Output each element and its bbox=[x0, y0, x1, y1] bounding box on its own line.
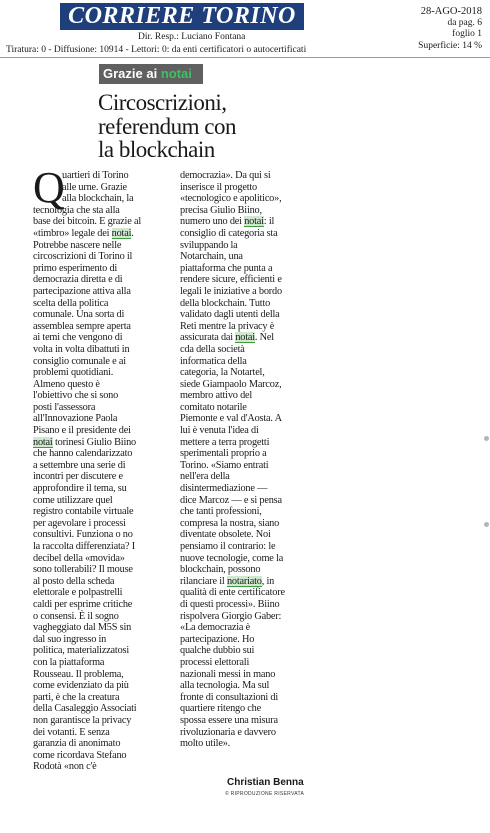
text-segment: ai temi che vengono di bbox=[33, 332, 123, 344]
article-line bbox=[33, 170, 170, 182]
text-segment: consultivi. Funziona o no bbox=[33, 529, 133, 541]
article-line bbox=[33, 645, 170, 657]
text-segment: dei votanti. E senza bbox=[33, 726, 110, 738]
text-segment: «La democrazia è bbox=[180, 622, 250, 634]
article-line bbox=[33, 425, 170, 437]
text-segment: spossa essere una misura bbox=[180, 714, 278, 726]
text-segment: dal suo ingresso in bbox=[33, 633, 107, 645]
text-segment: rivoluzionaria e davvero bbox=[180, 726, 276, 738]
article-line bbox=[180, 437, 317, 449]
article-line bbox=[33, 251, 170, 263]
text-segment: approfondire il tema, su bbox=[33, 483, 127, 495]
text-segment: partecipazione. Ho bbox=[180, 633, 255, 645]
text-segment: : il bbox=[263, 216, 275, 228]
text-segment: problemi quotidiani. bbox=[33, 367, 114, 379]
header-divider bbox=[0, 57, 490, 58]
article-line bbox=[180, 471, 317, 483]
text-segment: sperimentali proprio a bbox=[180, 448, 267, 460]
article-line bbox=[180, 367, 317, 379]
article-line bbox=[33, 611, 170, 623]
headline-line: la blockchain bbox=[98, 137, 215, 162]
article-line bbox=[33, 727, 170, 739]
text-segment: come evidenziato da più bbox=[33, 680, 129, 692]
surface-percentage: Superficie: 14 % bbox=[418, 40, 482, 51]
text-segment: dice Marcoz — e si pensa bbox=[180, 494, 282, 506]
article-line bbox=[33, 529, 170, 541]
article-line bbox=[33, 309, 170, 321]
highlighted-term: notai bbox=[244, 216, 264, 228]
text-segment: cda della società bbox=[180, 343, 245, 355]
article-line bbox=[33, 332, 170, 344]
article-line bbox=[180, 448, 317, 460]
text-segment: assicurata dai bbox=[180, 332, 236, 344]
article-line bbox=[180, 622, 317, 634]
article-column-right bbox=[180, 170, 317, 750]
text-segment: della blockchain. Tutto bbox=[180, 297, 271, 309]
article-line bbox=[180, 170, 317, 182]
text-segment: al posto della scheda bbox=[33, 575, 115, 587]
text-segment: torinesi Giulio Biino bbox=[52, 436, 137, 448]
article-line bbox=[33, 761, 170, 773]
article-line bbox=[33, 356, 170, 368]
text-segment: decibel della «movida» bbox=[33, 552, 125, 564]
article-line bbox=[33, 680, 170, 692]
text-segment: vagheggiato dal M5S sin bbox=[33, 622, 132, 634]
text-segment: uartieri di Torino bbox=[62, 170, 129, 181]
article-line bbox=[180, 564, 317, 576]
article-line bbox=[180, 425, 317, 437]
circulation-stats: Tiratura: 0 - Diffusione: 10914 - Lettori: 0: da enti certificatori o autocertificati bbox=[6, 45, 307, 55]
article-line bbox=[33, 587, 170, 599]
article-line bbox=[180, 634, 317, 646]
article-line bbox=[180, 738, 317, 750]
text-segment: l'obiettivo che si sono bbox=[33, 390, 119, 402]
article-column-left bbox=[33, 163, 170, 773]
article-line bbox=[33, 367, 170, 379]
text-segment: elettorale e polpastrelli bbox=[33, 587, 123, 599]
article-line bbox=[180, 274, 317, 286]
text-segment: alle urne. Grazie bbox=[62, 181, 127, 193]
text-segment: quartiere ritengo che bbox=[180, 703, 261, 715]
text-segment: Torino. «Siamo entrati bbox=[180, 459, 269, 471]
text-segment: democrazia». Da qui si bbox=[180, 170, 271, 181]
article-line bbox=[33, 460, 170, 472]
text-segment: informatica della bbox=[180, 355, 247, 367]
text-segment: con la piattaforma bbox=[33, 656, 105, 668]
article-line bbox=[180, 251, 317, 263]
highlighted-term: notai bbox=[111, 227, 132, 239]
text-segment: come utilizzare quel bbox=[33, 494, 113, 506]
text-segment: primo esperimento di bbox=[33, 262, 118, 274]
text-segment: o consensi. È il sogno bbox=[33, 610, 119, 622]
article-line bbox=[33, 228, 170, 240]
article-line bbox=[180, 321, 317, 333]
article-line bbox=[180, 529, 317, 541]
text-segment: precisa Giulio Biino, bbox=[180, 204, 262, 216]
article-line bbox=[33, 750, 170, 762]
author-byline: Christian Benna bbox=[227, 777, 304, 788]
article-line bbox=[180, 216, 317, 228]
article-line bbox=[33, 506, 170, 518]
text-segment: Notarchain, una bbox=[180, 251, 243, 263]
text-segment: Rousseau. Il problema, bbox=[33, 668, 124, 680]
headline-line: Circoscrizioni, bbox=[98, 90, 227, 115]
text-segment: volta in volta dibattuti in bbox=[33, 343, 130, 355]
article-line bbox=[33, 657, 170, 669]
text-segment: consiglio di categoria sta bbox=[180, 227, 278, 239]
article-line bbox=[33, 599, 170, 611]
text-segment: categoria, la Notartel, bbox=[180, 367, 265, 379]
text-segment: rilanciare il bbox=[180, 575, 227, 587]
edge-mark bbox=[484, 522, 489, 527]
article-line bbox=[180, 240, 317, 252]
article-line bbox=[33, 622, 170, 634]
text-segment: assemblea sempre aperta bbox=[33, 320, 131, 332]
article-line bbox=[33, 274, 170, 286]
text-segment: circoscrizioni di Torino il bbox=[33, 251, 133, 263]
text-segment: lui è venuta l'idea di bbox=[180, 425, 259, 437]
article-line bbox=[33, 703, 170, 715]
article-line bbox=[33, 715, 170, 727]
clipping-date: 28-AGO-2018 bbox=[420, 6, 482, 17]
article-line bbox=[33, 576, 170, 588]
article-line bbox=[33, 495, 170, 507]
text-segment: compresa la nostra, siano bbox=[180, 517, 280, 529]
article-line bbox=[33, 193, 170, 205]
text-segment: democrazia diretta e di bbox=[33, 274, 123, 286]
article-line bbox=[180, 611, 317, 623]
text-segment: comunale. Una sorta di bbox=[33, 309, 125, 321]
text-segment: caldi per esprime critiche bbox=[33, 598, 133, 610]
text-segment: di questi processi». Biino bbox=[180, 598, 280, 610]
article-line bbox=[33, 263, 170, 275]
article-line bbox=[180, 298, 317, 310]
headline-line: referendum con bbox=[98, 113, 236, 139]
article-line bbox=[180, 344, 317, 356]
article-line bbox=[180, 182, 317, 194]
article-line bbox=[33, 634, 170, 646]
text-segment: non garantisce la privacy bbox=[33, 714, 132, 726]
text-segment: registro contabile virtuale bbox=[33, 506, 134, 518]
text-segment: Piemonte e val d'Aosta. A bbox=[180, 413, 282, 425]
text-segment: Potrebbe nascere nelle bbox=[33, 239, 122, 251]
text-segment: base dei bitcoin. E grazie al bbox=[33, 216, 141, 228]
article-line bbox=[33, 471, 170, 483]
text-segment: della Casaleggio Associati bbox=[33, 703, 137, 715]
text-segment: Reti mentre la privacy è bbox=[180, 320, 275, 332]
text-segment: la raccolta differenziata? I bbox=[33, 541, 135, 552]
text-segment: posti l'assessora bbox=[33, 401, 96, 413]
article-line bbox=[33, 379, 170, 391]
article-line bbox=[33, 483, 170, 495]
text-segment: mettere a terra progetti bbox=[180, 436, 270, 448]
article-line bbox=[180, 205, 317, 217]
article-line bbox=[180, 518, 317, 530]
article-line bbox=[180, 599, 317, 611]
article-line bbox=[180, 645, 317, 657]
article-line bbox=[33, 205, 170, 217]
article-line bbox=[33, 669, 170, 681]
article-line bbox=[33, 390, 170, 402]
text-segment: validato dagli utenti della bbox=[180, 309, 280, 321]
text-segment: nuove tecnologie, come la bbox=[180, 552, 284, 564]
article-line bbox=[180, 483, 317, 495]
article-line bbox=[33, 437, 170, 449]
article-line bbox=[180, 669, 317, 681]
article-line bbox=[180, 495, 317, 507]
text-segment: alla tecnologia. Ma sul bbox=[180, 680, 270, 692]
text-segment: qualche dubbio sui bbox=[180, 645, 255, 657]
section-tag-prefix: Grazie ai bbox=[103, 66, 161, 81]
article-line bbox=[180, 286, 317, 298]
text-segment: processi elettorali bbox=[180, 656, 250, 668]
article-line bbox=[33, 298, 170, 310]
text-segment: . Nel bbox=[254, 332, 274, 344]
text-segment: diventate obsolete. Noi bbox=[180, 529, 271, 541]
text-segment: legali le iniziative a bordo bbox=[180, 285, 282, 297]
article-line bbox=[33, 286, 170, 298]
text-segment: qualità di ente certificatore bbox=[180, 587, 285, 599]
text-segment: partecipazione attiva alla bbox=[33, 285, 131, 297]
text-segment: membro attivo del bbox=[180, 390, 253, 402]
text-segment: blockchain, possono bbox=[180, 564, 261, 576]
article-line bbox=[180, 692, 317, 704]
text-segment: nazionali messi in mano bbox=[180, 668, 276, 680]
article-line bbox=[180, 576, 317, 588]
text-segment: politica, materializzatosi bbox=[33, 645, 130, 657]
article-line bbox=[180, 587, 317, 599]
text-segment: inserisce il progetto bbox=[180, 181, 258, 193]
text-segment: numero uno dei bbox=[180, 216, 245, 228]
text-segment: piattaforma che punta a bbox=[180, 262, 273, 274]
article-line bbox=[180, 356, 317, 368]
article-line bbox=[33, 240, 170, 252]
text-segment: Pisano e il presidente dei bbox=[33, 425, 131, 437]
text-segment: rendere sicure, efficienti e bbox=[180, 274, 282, 286]
article-line bbox=[33, 553, 170, 565]
page-reference: da pag. 6 bbox=[447, 17, 482, 28]
article-line bbox=[33, 541, 170, 553]
text-segment: rispolvera Giorgio Gaber: bbox=[180, 610, 282, 622]
article-line bbox=[180, 680, 317, 692]
article-line bbox=[180, 390, 317, 402]
article-line bbox=[180, 541, 317, 553]
article-line bbox=[180, 460, 317, 472]
article-line bbox=[33, 413, 170, 425]
text-segment: fronte di consultazioni di bbox=[180, 691, 279, 703]
article-line bbox=[180, 379, 317, 391]
text-segment: nell'era della bbox=[180, 471, 230, 483]
article-line bbox=[180, 727, 317, 739]
article-line bbox=[180, 228, 317, 240]
article-line bbox=[180, 553, 317, 565]
text-segment: per agevolare i processi bbox=[33, 517, 126, 529]
article-line bbox=[180, 657, 317, 669]
article-line bbox=[180, 309, 317, 321]
text-segment: a settembre una serie di bbox=[33, 459, 126, 471]
text-segment: parti, è che la creatura bbox=[33, 691, 120, 703]
text-segment: comitato notarile bbox=[180, 401, 247, 413]
text-segment: alla blockchain, la bbox=[62, 193, 134, 205]
copyright-notice: © RIPRODUZIONE RISERVATA bbox=[225, 791, 305, 797]
text-segment: siede Giampaolo Marcoz, bbox=[180, 378, 282, 390]
text-segment: «tecnologico e apolitico», bbox=[180, 193, 282, 205]
article-line bbox=[180, 193, 317, 205]
article-line bbox=[33, 448, 170, 460]
article-line bbox=[180, 506, 317, 518]
section-tag-highlight: notai bbox=[160, 66, 192, 81]
article-line bbox=[33, 692, 170, 704]
text-segment: disintermediazione — bbox=[180, 483, 268, 495]
director-line: Dir. Resp.: Luciano Fontana bbox=[138, 32, 246, 42]
highlighted-term: notai bbox=[235, 332, 255, 344]
article-line bbox=[33, 216, 170, 228]
article-line bbox=[33, 564, 170, 576]
section-tag bbox=[99, 64, 203, 84]
text-segment: che hanno calendarizzato bbox=[33, 448, 133, 460]
article-line bbox=[33, 738, 170, 750]
article-line bbox=[180, 332, 317, 344]
article-line bbox=[180, 413, 317, 425]
clipping-meta bbox=[418, 6, 482, 52]
text-segment: che tanti professioni, bbox=[180, 506, 262, 518]
highlighted-term: notariato bbox=[226, 575, 262, 587]
article-line bbox=[33, 402, 170, 414]
text-segment: all'Innovazione Paola bbox=[33, 413, 118, 425]
article-line bbox=[180, 402, 317, 414]
article-line bbox=[33, 518, 170, 530]
text-segment: scelta della politica bbox=[33, 297, 109, 309]
text-segment: Rodotà «non c'è bbox=[33, 761, 97, 773]
text-segment: pensiamo il contrario: le bbox=[180, 541, 276, 552]
text-segment: tecnologia che sta alla bbox=[33, 204, 120, 216]
text-segment: molto utile». bbox=[180, 738, 231, 750]
article-line bbox=[180, 715, 317, 727]
masthead: CORRIERE TORINO bbox=[60, 3, 304, 30]
text-segment: . bbox=[131, 227, 134, 239]
text-segment: Almeno questo è bbox=[33, 378, 100, 390]
text-segment: sviluppando la bbox=[180, 239, 238, 251]
text-segment: garanzia di anonimato bbox=[33, 738, 121, 750]
edge-mark bbox=[484, 436, 489, 441]
text-segment: come ricordava Stefano bbox=[33, 749, 127, 761]
article-line bbox=[33, 182, 170, 194]
headline bbox=[98, 91, 358, 162]
drop-cap: Q bbox=[33, 163, 65, 212]
highlighted-term: notai bbox=[33, 436, 53, 448]
article-line bbox=[180, 263, 317, 275]
text-segment: «timbro» legale dei bbox=[33, 227, 112, 239]
sheet-reference: foglio 1 bbox=[452, 29, 482, 39]
text-segment: , in bbox=[261, 575, 275, 587]
article-line bbox=[33, 344, 170, 356]
text-segment: sono tollerabili? Il mouse bbox=[33, 564, 133, 576]
article-line bbox=[33, 321, 170, 333]
text-segment: consiglio comunale e ai bbox=[33, 355, 126, 367]
article-line bbox=[180, 703, 317, 715]
text-segment: incontri per discutere e bbox=[33, 471, 123, 483]
